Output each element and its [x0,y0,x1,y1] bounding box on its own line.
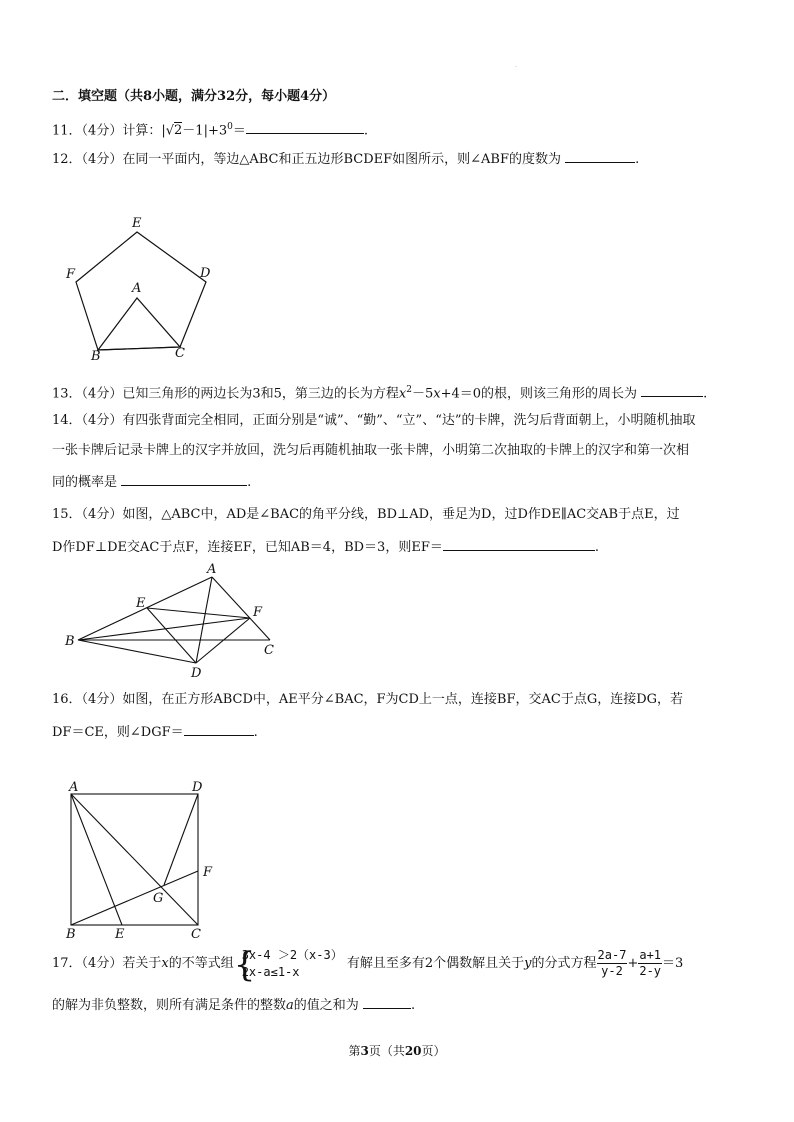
answer-blank-14[interactable] [121,471,247,486]
label-e: E [136,596,146,611]
label-b: B [91,349,101,364]
label-d: D [200,266,211,281]
brace-symbol: { [233,944,256,985]
question-15-line-1: 15．（4分）如图，△ABC中，AD是∠BAC的角平分线，BD⊥AD，垂足为D，过D作DE∥AC交AB于点E，过 [52,507,680,522]
label-c: C [191,927,201,942]
page-total: 20 [404,1044,422,1058]
label-a: A [207,562,217,577]
answer-blank-15[interactable] [443,536,595,551]
segment-ad [196,577,212,663]
question-14-line-2: 一张卡牌后记录卡牌上的汉字并放回，洗匀后再随机抽取一张卡牌，小明第二次抽取的卡牌上的汉字和第一次相 [52,443,690,458]
label-d: D [192,780,203,795]
diagonal-ac [71,794,198,925]
answer-blank-11[interactable] [246,119,364,134]
segment-ae [71,794,122,925]
label-b: B [66,927,76,942]
page-number: 3 [360,1044,369,1058]
question-16-line-2: DF＝CE，则∠DGF＝ . [52,721,258,743]
question-14-line-1: 14．（4分）有四张背面完全相同，正面分别是“诚”、“勤”、“立”、“达”的卡牌，洗匀后背面朝上，小明随机抽取 [52,413,696,428]
fraction-2: $\frac{a+1}{2-y}$ [639,948,662,978]
question-11: 11．（4分）计算：$|√2-1|+3^0=$ . [52,117,368,141]
figure-square-abcd [60,778,220,943]
label-a: A [69,780,79,795]
label-c: C [264,643,274,658]
answer-blank-12[interactable] [565,148,635,163]
segment-dg [164,794,198,885]
label-c: C [175,346,185,361]
label-d: D [191,666,202,681]
answer-blank-16[interactable] [184,721,254,736]
question-17-line-2: 的解为非负整数，则所有满足条件的整数a的值之和为 . [52,994,415,1016]
question-13: 13．（4分）已知三角形的两边长为3和5，第三边的长为方程$x^2-5x+4=0$的根，则该三角形的周长为 . [52,380,707,404]
label-f: F [253,605,263,620]
question-16-line-1: 16．（4分）如图，在正方形ABCD中，AE平分∠BAC，F为CD上一点，连接BF，交AC于点G，连接DG，若 [52,692,684,707]
label-a: A [132,281,142,296]
scan-mark: · [515,64,517,71]
label-e: E [132,216,142,231]
figure-triangle-abc-15 [60,560,290,685]
label-f: F [203,865,213,880]
question-12: 12．（4分）在同一平面内，等边△ABC和正五边形BCDEF如图所示，则∠ABF的度数为 . [52,148,639,170]
question-15-line-2: D作DF⊥DE交AC于点F，连接EF，已知AB＝4，BD＝3，则EF＝ . [52,536,599,558]
question-14-line-3: 同的概率是 . [52,471,251,493]
figure-pentagon-triangle [55,205,225,365]
label-e: E [115,927,125,942]
label-f: F [66,267,76,282]
page-footer: 第3页（共20页） [348,1044,446,1058]
answer-blank-17[interactable] [363,994,411,1009]
label-b: B [65,634,75,649]
triangle-abc [98,298,180,350]
sqrt-symbol: √ [165,123,175,139]
inequality-system: { 3x-4 ＞2（x-3） 2x-a≤1-x [233,944,343,985]
fraction-1: $\frac{2a-7}{y-2}$ [597,948,627,978]
section-title: 二．填空题（共8小题，满分32分，每小题4分） [52,89,336,104]
segment-bf [71,871,198,925]
answer-blank-13[interactable] [641,382,703,397]
question-17-line-1: 17．（4分）若关于x的不等式组 { 3x-4 ＞2（x-3） 2x-a≤1-x 有解且至多有2个偶数解且关于y的分式方程 $\frac{2a-7}{y-2}$ + $\frac{a+1}{2-y}$ ＝3 [52,944,684,985]
label-g: G [153,891,164,906]
segment-ef [147,608,250,618]
segment-bf [78,618,250,640]
